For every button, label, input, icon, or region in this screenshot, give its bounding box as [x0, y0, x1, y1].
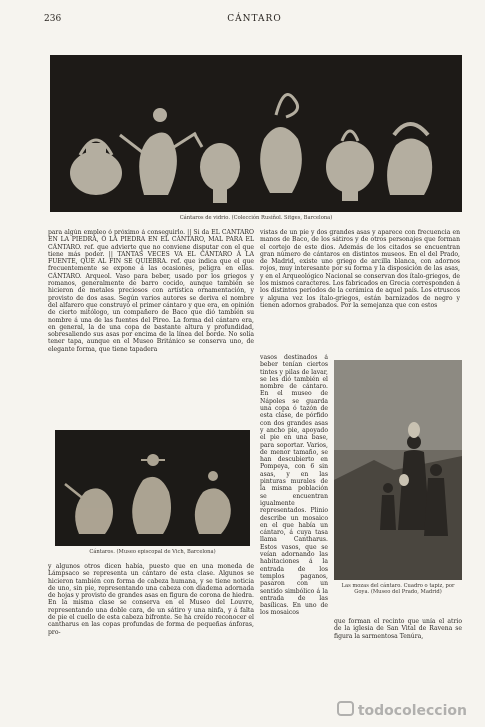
paragraph: vasos destinados á beber tenían ciertos tintes y pilas de lavar, se les dió también el nombre de cántaro. En el museo de Nápoles se guarda una copa ó tazón de esta clase, de pórfido con dos grandes asas y ancho pie, apoyado el pie en una base, para soportar. Varios, de menor tamaño, se han descubierto en Pompeya, con 6 sin asas, y en las pinturas murales de la misma población se encuentran igualmente representados. Plinio describe un mosaico en el que había un cántaro, á cuya tasa llama Cantharus. Estos vasos, que se veían adornando las habitaciones á la entrada de los templos paganos, pasaron con un sentido simbólico á la entrada de las basílicas. En uno de los mosaicos [260, 354, 328, 617]
goya-figure-caption: Las mozas del cántaro. Cuadro o tapiz, por Goya. (Museo del Prado, Madrid) [341, 583, 455, 595]
watermark-text: todocoleccion [357, 703, 467, 719]
left-column-bottom [48, 563, 254, 723]
paragraph: vistas de un pie y dos grandes asas y aparece con frecuencia en manos de Baco, de los sátiros y de otros personajes que forman el cortejo de este dios. Además de los citados se encuentran gran número de cántaros en distintos museos. En el del Prado, de Madrid, existe uno griego de arcilla blanca, con adornos rojos, muy interesante por su forma y la disposición de las asas, y en el Arqueológico Nacional se conservan dos ítalo-griegos, de los mismos caracteres. Los fabricados en Grecia corresponden á los distintos períodos de la cerámica de aquel país. Los etruscos y alguna vez los ítalo-griegos, están barnizados de negro y tienen adornos grabados. Por la semejanza que con estos [260, 229, 460, 309]
middle-figure-caption: Cántaros. (Museo episcopal de Vich, Barcelona) [89, 549, 216, 555]
goya-painting-photo [334, 360, 462, 580]
right-column-bottom [334, 618, 462, 678]
top-figure-caption: Cántaros de vidrio. (Colección Rusiñol. Sitges, Barcelona) [179, 215, 333, 221]
page-title: CÁNTARO [227, 14, 282, 24]
chat-bubble-icon [337, 701, 354, 716]
episcopal-museum-pitchers-photo [55, 430, 250, 546]
paragraph: y algunos otros dicen había, puesto que en una moneda de Lámpsaco se representa un cántaro de esta clase. Algunos se hicieron también con forma de cabeza humana, y se tiene noticia de uno, sin pie, representando una cabeza con diadema adornada de hojas y provisto de grandes asas en figura de corona de hiedra. En la misma clase se conserva en el Museo del Louvre, representando una doble cara, de un sátiro y una ninfa, y á falta de pie el cuello de esta cabeza bifronte. Se ha creído reconocer el cantharus en las copas profundas de forma de pequeñas ánforas, pro- [48, 563, 254, 636]
page-number: 236 [44, 14, 62, 24]
paragraph: para algún empleo ó próximo á conseguirlo. || Si da EL CÁNTARO EN LA PIEDRA, Ó LA PIEDRA EN EL CÁNTARO, MAL PARA EL CÁNTARO. ref. que advierte que no conviene disputar con el que tiene más poder. || TANTAS VECES VA EL CÁNTARO Á LA FUENTE, QUE AL FIN SE QUIEBRA. ref. que indica que el que frecuentemente se expone á las ocasiones, peligra en ellas. CÁNTARO. Arqueol. Vaso para beber, usado por los griegos y romanos, generalmente de barro cocido, aunque también se hicieron de metales preciosos con artística ornamentación, y provisto de dos asas. Según varios autores se deriva el nombre del alfarero que construyó el primer cántaro y que era, en opinión de cierto mitólogo, un compañero de Baco que dió también su nombre á una de las fuentes del Pireo. La forma del cántaro era, en general, la de una copa de bastante altura y profundidad, sobresaliendo sus asas por encima de la línea del borde. No solía tener tapa, aunque en el Museo Británico se conserva uno, de elegante forma, que tiene tapadera [48, 229, 254, 353]
right-column-narrow [260, 354, 328, 694]
paragraph: que forman el recinto que unía el atrio de la iglesia de San Vital de Ravena se figura la sarmentosa Tenúra, [334, 618, 462, 640]
left-column-top [48, 229, 254, 422]
right-column-top [260, 229, 460, 353]
page-header [44, 14, 465, 28]
glass-pitchers-photo [50, 55, 462, 212]
todocoleccion-watermark [337, 701, 467, 719]
